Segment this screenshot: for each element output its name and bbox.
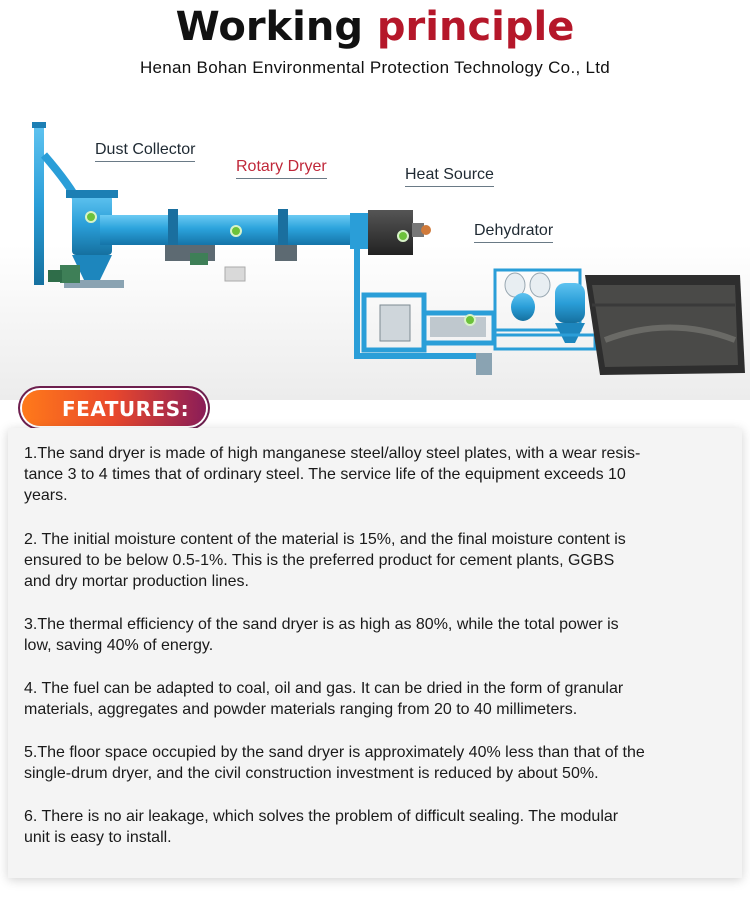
company-subtitle: Henan Bohan Environmental Protection Technology Co., Ltd: [139, 58, 611, 77]
callout-dust-collector: Dust Collector: [95, 141, 195, 162]
feature-item-5: [24, 742, 724, 784]
feature-2-line-2: ensured to be below 0.5-1%. This is the preferred product for cement plants, GGBS: [24, 552, 615, 569]
callout-heat-source: Heat Source: [405, 166, 494, 187]
feature-1-line-1: 1.The sand dryer is made of high manganese steel/alloy steel plates, with a wear resis-: [24, 445, 641, 462]
feature-6-line-2: unit is easy to install.: [24, 829, 172, 846]
feature-1-line-3: years.: [24, 487, 68, 504]
process-diagram: [0, 95, 750, 400]
features-badge: [22, 390, 206, 426]
page-title: [0, 4, 750, 50]
sedimentation-pool: [585, 275, 745, 375]
feature-item-2: [24, 529, 724, 592]
features-panel: [8, 428, 742, 878]
feature-item-6: [24, 806, 724, 848]
feature-5-line-2: single-drum dryer, and the civil construction investment is reduced by about 50%.: [24, 765, 599, 782]
feature-2-line-3: and dry mortar production lines.: [24, 573, 249, 590]
feature-3-line-1: 3.The thermal efficiency of the sand dryer is as high as 80%, while the total power is: [24, 616, 619, 633]
feature-4-line-2: materials, aggregates and powder materials ranging from 20 to 40 millimeters.: [24, 701, 578, 718]
feature-item-4: [24, 678, 724, 720]
feature-4-line-1: 4. The fuel can be adapted to coal, oil and gas. It can be dried in the form of granular: [24, 680, 624, 697]
feature-1-line-2: tance 3 to 4 times that of ordinary steel. The service life of the equipment exceeds 10: [24, 466, 626, 483]
callout-rotary-dryer: Rotary Dryer: [236, 158, 327, 179]
features-badge-label: FEATURES:: [62, 397, 190, 421]
callout-dehydrator: Dehydrator: [474, 222, 553, 243]
feature-6-line-1: 6. There is no air leakage, which solves the problem of difficult sealing. The modular: [24, 808, 619, 825]
feature-item-1: [24, 443, 724, 506]
title-main: Working: [175, 4, 363, 50]
feature-item-3: [24, 614, 724, 656]
title-accent: principle: [376, 4, 575, 50]
feature-3-line-2: low, saving 40% of energy.: [24, 637, 214, 654]
feature-2-line-1: 2. The initial moisture content of the material is 15%, and the final moisture content is: [24, 531, 626, 548]
feature-5-line-1: 5.The floor space occupied by the sand dryer is approximately 40% less than that of the: [24, 744, 645, 761]
